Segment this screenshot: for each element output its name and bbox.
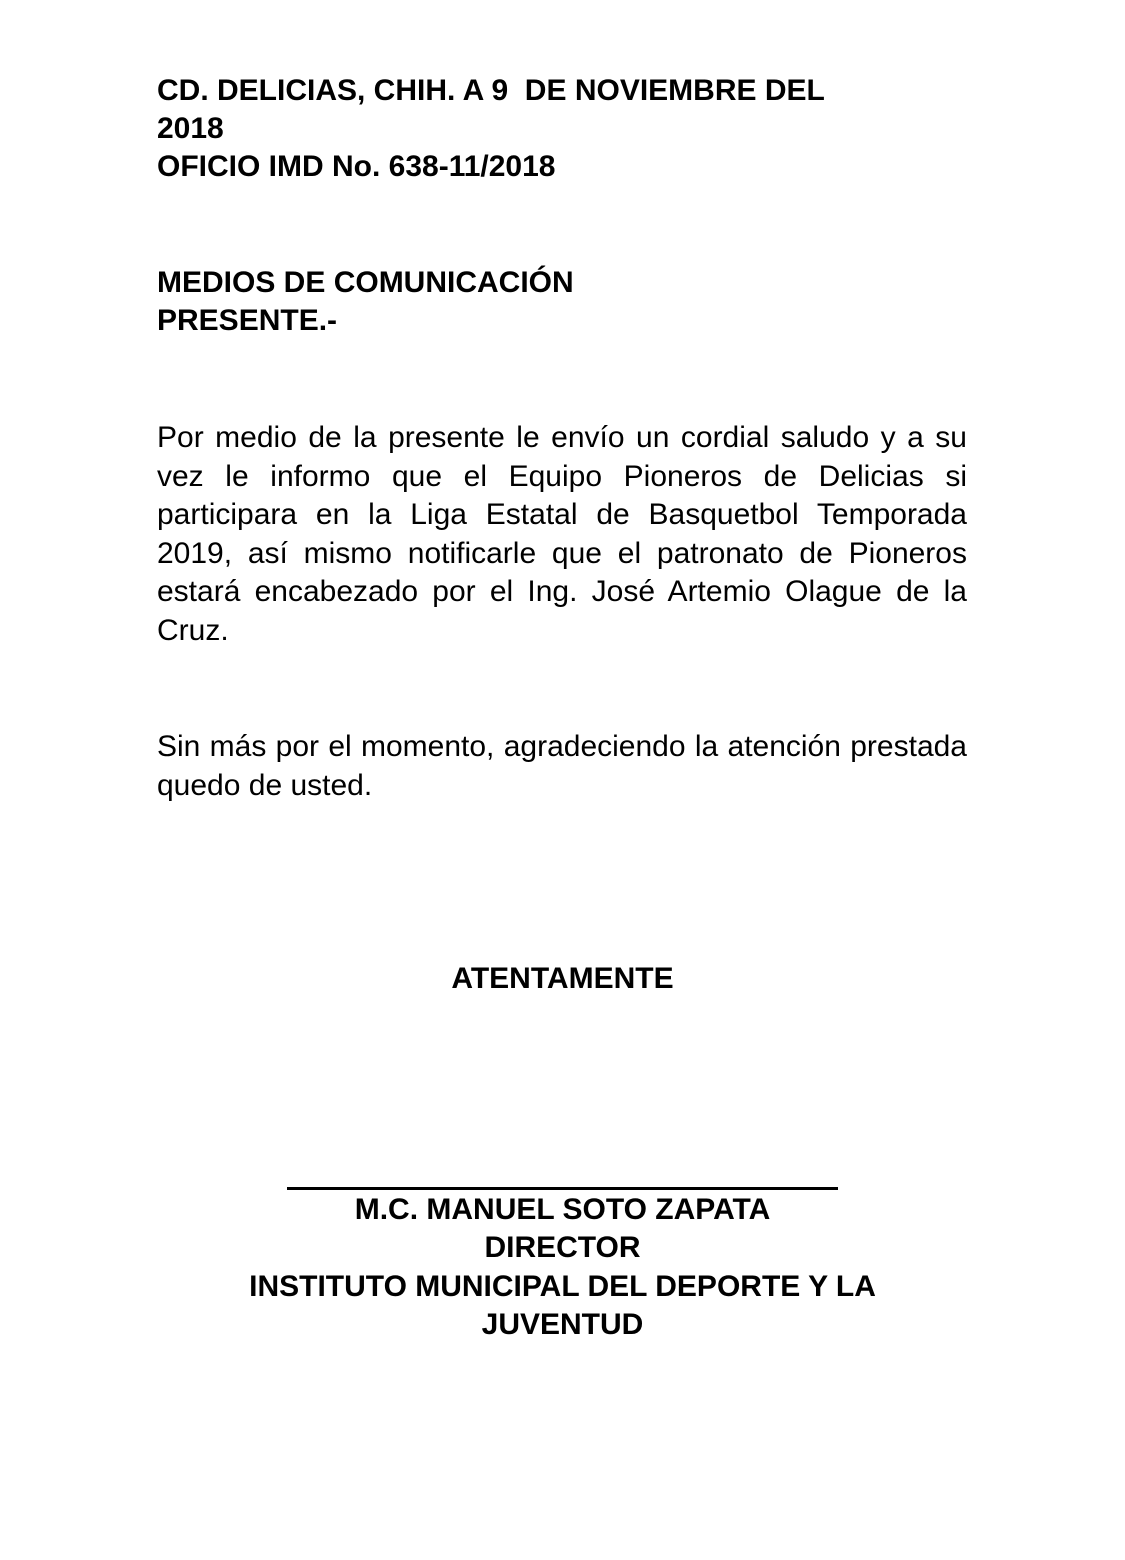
recipient-block [157, 264, 917, 340]
signature-line [287, 1187, 838, 1190]
date-year: 2018 [157, 112, 224, 145]
recipient-name: MEDIOS DE COMUNICACIÓN [157, 266, 574, 299]
place-date: CD. DELICIAS, CHIH. A 9 DE NOVIEMBRE DEL [157, 74, 825, 107]
body-paragraph-1: Por medio de la presente le envío un cordial saludo y a su vez le informo que el Equipo Pioneros de Delicias si participara en la Liga Estatal de Basquetbol Temporada 2019, así mismo notificarle que el patronato de Pioneros estará encabezado por el Ing. José Artemio Olague de la Cruz. [157, 421, 967, 647]
signer-name: M.C. MANUEL SOTO ZAPATA [354, 1193, 771, 1226]
oficio-number: OFICIO IMD No. 638-11/2018 [157, 150, 556, 183]
recipient-presente: PRESENTE.- [157, 304, 338, 337]
body-paragraph-2: Sin más por el momento, agradeciendo la atención prestada quedo de usted. [157, 730, 967, 802]
closing-atentamente: ATENTAMENTE [451, 962, 674, 995]
signer-position: DIRECTOR [484, 1231, 641, 1265]
signature-block [0, 1191, 1125, 1344]
letter-header [157, 72, 917, 186]
signer-institution: INSTITUTO MUNICIPAL DEL DEPORTE Y LA JUVENTUD [249, 1269, 876, 1341]
